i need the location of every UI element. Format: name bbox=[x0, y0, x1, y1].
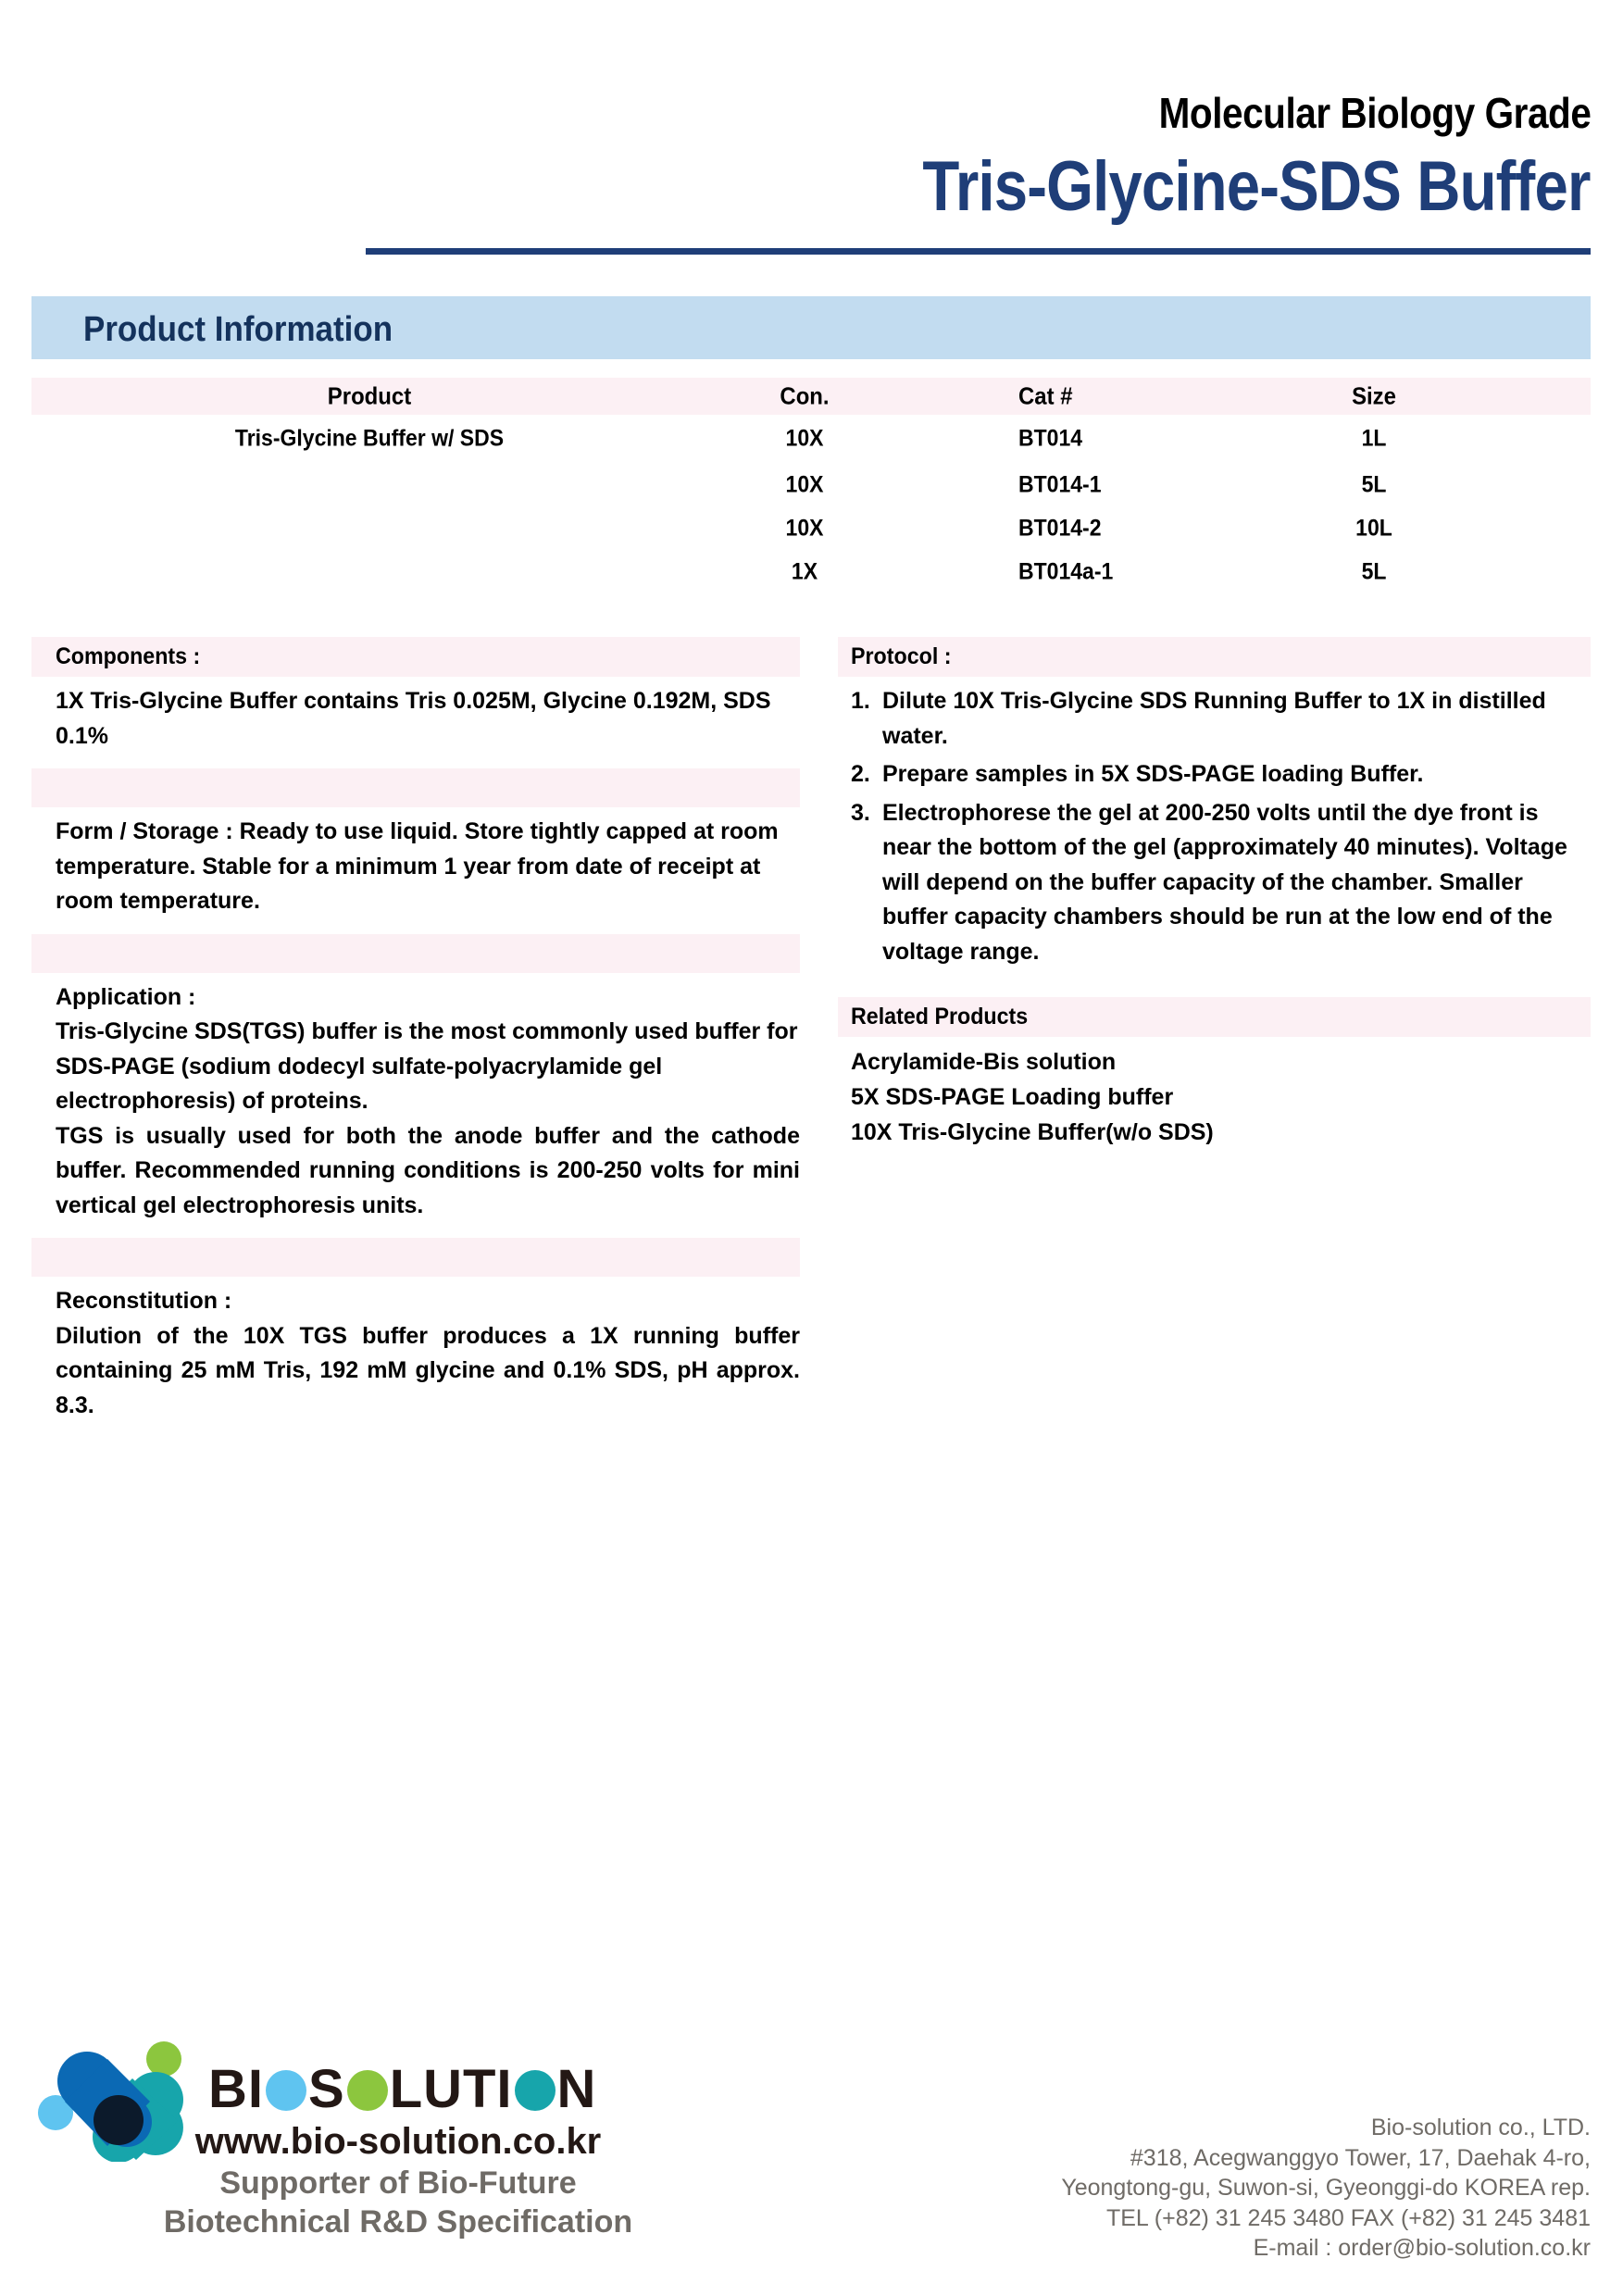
cell-con: 10X bbox=[785, 425, 824, 452]
reconstitution-heading: Reconstitution : bbox=[56, 1288, 232, 1314]
contact-address-line-2: Yeongtong-gu, Suwon-si, Gyeonggi-do KOREA rep. bbox=[1061, 2175, 1591, 2201]
form-storage-heading: Form / Storage : bbox=[56, 818, 233, 844]
product-information-banner bbox=[31, 296, 1591, 359]
biosolution-wordmark bbox=[208, 2060, 596, 2117]
spacer bbox=[31, 919, 800, 934]
related-product-item: 10X Tris-Glycine Buffer(w/o SDS) bbox=[851, 1119, 1214, 1145]
left-content-column bbox=[31, 637, 800, 1423]
protocol-step bbox=[851, 684, 1591, 754]
header-kicker: Molecular Biology Grade bbox=[1158, 89, 1591, 137]
cell-cat: BT014a-1 bbox=[1018, 558, 1114, 584]
form-storage-paragraph bbox=[56, 815, 800, 919]
spacer bbox=[31, 1223, 800, 1238]
protocol-step bbox=[851, 796, 1591, 970]
form-storage-body bbox=[31, 807, 800, 919]
cell-size: 10L bbox=[1355, 515, 1392, 541]
cell-cat: BT014 bbox=[1018, 425, 1083, 452]
related-products-heading-band bbox=[838, 997, 1591, 1037]
reconstitution-heading-line bbox=[56, 1284, 800, 1319]
contact-address-line-1: #318, Acegwanggyo Tower, 17, Daehak 4-ro, bbox=[1130, 2144, 1591, 2171]
table-header-row bbox=[31, 378, 1591, 415]
reconstitution-body bbox=[31, 1277, 800, 1423]
cell-product: Tris-Glycine Buffer w/ SDS bbox=[234, 425, 505, 452]
cell-size: 1L bbox=[1361, 425, 1387, 452]
protocol-step-text: Prepare samples in 5X SDS-PAGE loading Buffer. bbox=[882, 761, 1424, 787]
application-paragraph-1: Tris-Glycine SDS(TGS) buffer is the most commonly used buffer for SDS-PAGE (sodium dodecyl sulfate-polyacrylamide gel electrophoresis) of proteins. bbox=[56, 1018, 798, 1114]
company-contact-block bbox=[1061, 2113, 1591, 2264]
company-tagline-2: Biotechnical R&D Specification bbox=[163, 2204, 633, 2240]
protocol-step-number: 1. bbox=[851, 688, 870, 714]
cell-size: 5L bbox=[1361, 471, 1387, 497]
document-footer bbox=[0, 1990, 1623, 2296]
protocol-step bbox=[851, 757, 1591, 792]
cell-cat: BT014-1 bbox=[1018, 471, 1102, 497]
application-paragraph-2: TGS is usually used for both the anode buffer and the cathode buffer. Recommended running conditions is 200-250 volts for mini vertical gel electrophoresis units. bbox=[56, 1122, 800, 1218]
product-information-label: Product Information bbox=[83, 310, 393, 349]
components-text: 1X Tris-Glycine Buffer contains Tris 0.025M, Glycine 0.192M, SDS 0.1% bbox=[56, 688, 771, 749]
related-product-item: Acrylamide-Bis solution bbox=[851, 1049, 1117, 1075]
application-body bbox=[31, 973, 800, 1224]
reconstitution-text: Dilution of the 10X TGS buffer produces a 1X running buffer containing 25 mM Tris, 192 mM glycine and 0.1% SDS, pH approx. 8.3. bbox=[56, 1322, 800, 1418]
company-website[interactable]: www.bio-solution.co.kr bbox=[194, 2121, 602, 2162]
application-heading-line bbox=[56, 980, 800, 1016]
contact-company-name: Bio-solution co., LTD. bbox=[1370, 2115, 1591, 2140]
contact-phone-fax: TEL (+82) 31 245 3480 FAX (+82) 31 245 3481 bbox=[1105, 2204, 1591, 2231]
table-row bbox=[31, 506, 1591, 550]
table-row bbox=[31, 415, 1591, 463]
cell-con: 10X bbox=[785, 515, 824, 541]
section-divider-band bbox=[31, 768, 800, 807]
column-header-cat: Cat # bbox=[1018, 381, 1073, 410]
protocol-step-text: Dilute 10X Tris-Glycine SDS Running Buffer to 1X in distilled water. bbox=[882, 688, 1546, 749]
header-divider-rule bbox=[366, 248, 1591, 255]
related-products-heading: Related Products bbox=[851, 1004, 1029, 1029]
cell-con: 10X bbox=[785, 471, 824, 497]
cell-size: 5L bbox=[1361, 558, 1387, 584]
column-header-con: Con. bbox=[780, 381, 830, 410]
contact-email[interactable]: E-mail : order@bio-solution.co.kr bbox=[1253, 2235, 1591, 2261]
protocol-step-number: 2. bbox=[851, 761, 870, 787]
protocol-step-list bbox=[838, 677, 1591, 969]
section-divider-band bbox=[31, 934, 800, 973]
column-header-product: Product bbox=[327, 381, 412, 410]
related-product-item: 5X SDS-PAGE Loading buffer bbox=[851, 1084, 1174, 1110]
document-header bbox=[0, 0, 1623, 278]
spacer bbox=[838, 973, 1591, 997]
form-storage-text: Ready to use liquid. Store tightly capped at room temperature. Stable for a minimum 1 year from date of receipt at room temperature. bbox=[56, 818, 779, 914]
protocol-step-number: 3. bbox=[851, 799, 870, 826]
cell-cat: BT014-2 bbox=[1018, 515, 1102, 541]
wordmark-o-teal-icon bbox=[515, 2070, 556, 2111]
components-heading-band bbox=[31, 637, 800, 677]
product-information-table bbox=[31, 378, 1591, 593]
right-content-column bbox=[838, 637, 1591, 1150]
company-logo bbox=[37, 2032, 648, 2282]
cell-con: 1X bbox=[791, 558, 818, 584]
table-row bbox=[31, 550, 1591, 593]
section-divider-band bbox=[31, 1238, 800, 1277]
company-tagline-1: Supporter of Bio-Future bbox=[219, 2165, 577, 2201]
wordmark-o-lightblue-icon bbox=[266, 2070, 306, 2111]
application-heading: Application : bbox=[56, 983, 196, 1010]
table-row bbox=[31, 463, 1591, 506]
protocol-heading: Protocol : bbox=[851, 643, 952, 669]
page-title: Tris-Glycine-SDS Buffer bbox=[922, 147, 1591, 226]
protocol-heading-band bbox=[838, 637, 1591, 677]
wordmark-bi: BI bbox=[208, 2058, 264, 2119]
components-heading: Components : bbox=[56, 643, 201, 669]
protocol-step-text: Electrophorese the gel at 200-250 volts until the dye front is near the bottom of the gel (approximately 40 minutes). Voltage will depend on the buffer capacity of the chamber. Smaller buffer capacity chambers should be run at the low end of the voltage range. bbox=[882, 799, 1567, 965]
wordmark-luti: LUTI bbox=[389, 2058, 513, 2119]
wordmark-n: N bbox=[556, 2058, 597, 2119]
components-body bbox=[31, 677, 800, 754]
wordmark-s: S bbox=[308, 2058, 345, 2119]
wordmark-o-green-icon bbox=[347, 2070, 388, 2111]
spacer bbox=[31, 754, 800, 768]
related-products-list bbox=[838, 1037, 1591, 1150]
column-header-size: Size bbox=[1352, 381, 1396, 410]
